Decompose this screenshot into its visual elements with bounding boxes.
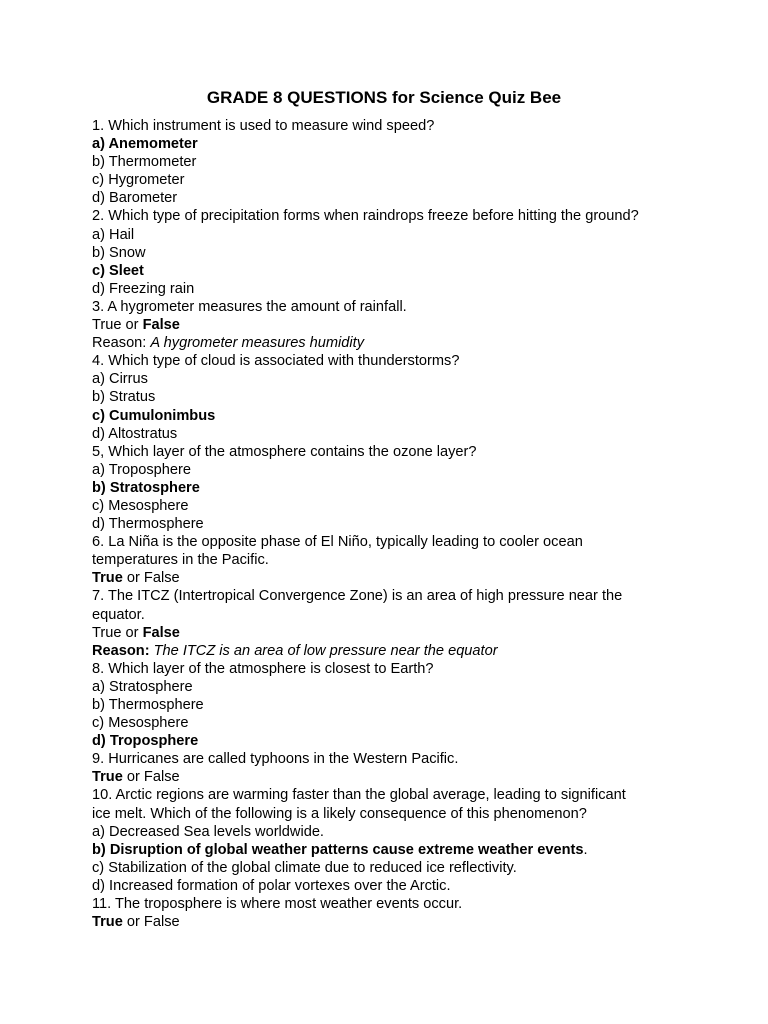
q3-true-false (92, 316, 692, 334)
q10-option-c: c) Stabilization of the global climate due to reduced ice reflectivity. (92, 859, 517, 876)
q3-answer: False (142, 317, 180, 334)
q3-or: or (121, 317, 143, 334)
q6-answer: True (92, 570, 123, 587)
q9-false: False (143, 769, 180, 786)
q2-option-b: b) Snow (92, 244, 146, 261)
q3-reason-text: A hygrometer measures humidity (150, 335, 365, 352)
q5-option-d: d) Thermosphere (92, 516, 204, 533)
quiz-body (92, 117, 692, 931)
q7-reason (92, 642, 692, 660)
q7-or: or (121, 624, 143, 641)
question-4: 4. Which type of cloud is associated with thunderstorms? (92, 353, 460, 370)
q4-answer: c) Cumulonimbus (92, 407, 216, 424)
q7-answer: False (142, 624, 180, 641)
page-title: GRADE 8 QUESTIONS for Science Quiz Bee (206, 88, 562, 107)
q8-option-d (92, 732, 692, 750)
q5-option-c: c) Mesosphere (92, 497, 189, 514)
q7-true: True (92, 624, 122, 641)
q5-option-a: a) Troposphere (92, 461, 191, 478)
question-6-line-1: 6. La Niña is the opposite phase of El Niño, typically leading to cooler ocean (92, 534, 583, 551)
q10-option-d: d) Increased formation of polar vortexes over the Arctic. (92, 877, 451, 894)
q1-option-c: c) Hygrometer (92, 172, 185, 189)
q6-true-false (92, 569, 692, 587)
q6-or: or (122, 570, 144, 587)
q6-false: False (143, 570, 180, 587)
q9-true-false (92, 768, 692, 786)
q4-option-a: a) Cirrus (92, 371, 148, 388)
q4-option-b: b) Stratus (92, 389, 156, 406)
q5-option-b (92, 479, 692, 497)
q4-option-c (92, 407, 692, 425)
q11-false: False (143, 914, 180, 931)
question-10-line-2: ice melt. Which of the following is a likely consequence of this phenomenon? (92, 805, 587, 822)
q2-answer: c) Sleet (92, 262, 144, 279)
question-3: 3. A hygrometer measures the amount of rainfall. (92, 298, 407, 315)
q3-true: True (92, 317, 122, 334)
question-7-line-2: equator. (92, 606, 145, 623)
question-1: 1. Which instrument is used to measure wind speed? (92, 118, 435, 134)
q2-option-c (92, 262, 692, 280)
q2-option-d: d) Freezing rain (92, 280, 195, 297)
q10-option-b (92, 841, 692, 859)
q7-true-false (92, 624, 692, 642)
question-9: 9. Hurricanes are called typhoons in the Western Pacific. (92, 751, 459, 768)
q11-or: or (122, 914, 144, 931)
q8-option-c: c) Mesosphere (92, 715, 189, 732)
q3-reason (92, 334, 692, 352)
q10-answer: b) Disruption of global weather patterns cause extreme weather events (92, 841, 584, 858)
q9-answer: True (92, 769, 123, 786)
q2-option-a: a) Hail (92, 226, 135, 243)
q8-answer: d) Troposphere (92, 733, 199, 750)
q1-option-d: d) Barometer (92, 190, 178, 207)
q4-option-d: d) Altostratus (92, 425, 178, 442)
question-10-line-1: 10. Arctic regions are warming faster than the global average, leading to significant (92, 787, 626, 804)
q3-reason-label: Reason: (92, 335, 151, 352)
q8-option-b: b) Thermosphere (92, 697, 204, 713)
q1-option-a (92, 135, 692, 153)
q5-answer: b) Stratosphere (92, 479, 200, 496)
q10-option-a: a) Decreased Sea levels worldwide. (92, 823, 324, 840)
q8-option-a: a) Stratosphere (92, 678, 193, 695)
q7-reason-label: Reason: (92, 642, 150, 659)
question-7-line-1: 7. The ITCZ (Intertropical Convergence Zone) is an area of high pressure near the (92, 588, 623, 605)
question-5: 5, Which layer of the atmosphere contains the ozone layer? (92, 443, 477, 460)
q7-reason-text: The ITCZ is an area of low pressure near the equator (149, 642, 498, 659)
question-6-line-2: temperatures in the Pacific. (92, 552, 269, 569)
question-8: 8. Which layer of the atmosphere is closest to Earth? (92, 660, 434, 677)
q11-answer: True (92, 914, 123, 931)
question-2: 2. Which type of precipitation forms when raindrops freeze before hitting the ground? (92, 208, 639, 225)
question-11: 11. The troposphere is where most weather events occur. (92, 896, 463, 913)
q9-or: or (122, 769, 144, 786)
q11-true-false (92, 913, 692, 931)
q1-option-b: b) Thermometer (92, 154, 197, 171)
q10-answer-period: . (583, 841, 588, 858)
q1-answer: a) Anemometer (92, 136, 198, 153)
